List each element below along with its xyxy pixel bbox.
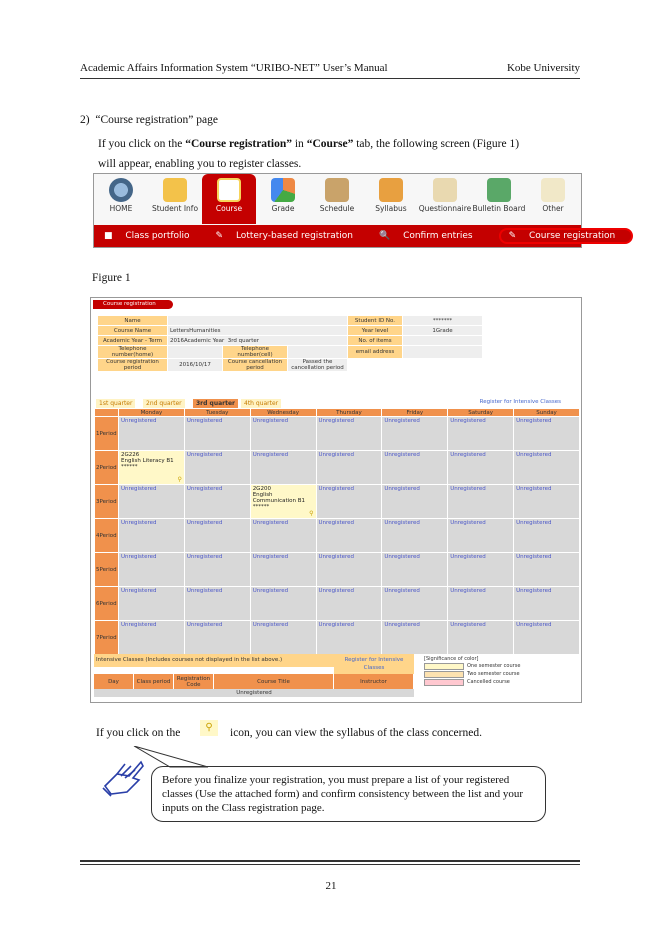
unregistered-slot[interactable]: Unregistered	[382, 519, 448, 553]
syllabus-key-icon[interactable]: ⚲	[177, 476, 182, 483]
day-header: Saturday	[448, 409, 514, 417]
register-intensive-link[interactable]: Register for Intensive Classes	[479, 399, 561, 405]
unregistered-slot[interactable]: Unregistered	[250, 451, 316, 485]
nav-item-questionnaire[interactable]: Questionnaire	[418, 174, 472, 224]
sub-item-course-registration[interactable]: ✎ Course registration	[499, 228, 634, 244]
intensive-column-headers: Day Class period Registration Code Course Title Instructor	[94, 674, 414, 689]
tab-4th-quarter[interactable]: 4th quarter	[241, 399, 281, 408]
unregistered-slot[interactable]: Unregistered	[448, 485, 514, 519]
period-label: 7Period	[95, 621, 119, 655]
unregistered-slot[interactable]: Unregistered	[316, 553, 382, 587]
bulletin-board-icon	[487, 178, 511, 202]
intensive-empty-row: Unregistered	[94, 689, 414, 697]
intro-paragraph: If you click on the “Course registration” in “Course” tab, the following screen (Figure 1) will appear, enabling you to register classes.	[98, 138, 520, 170]
registration-note: Before you finalize your registration, you must prepare a list of your registered classes (Use the attached form) and confirm consistency between the list and your inputs on the Class registration page.	[151, 766, 546, 822]
day-header: Monday	[119, 409, 185, 417]
page-number: 21	[325, 880, 337, 892]
timetable-row	[95, 621, 580, 655]
nav-sub-menu	[94, 225, 616, 247]
schedule-icon	[325, 178, 349, 202]
nav-item-bulletin-board[interactable]: Bulletin Board	[472, 174, 526, 224]
unregistered-slot[interactable]: Unregistered	[184, 621, 250, 655]
unregistered-slot[interactable]: Unregistered	[316, 621, 382, 655]
course-icon	[217, 178, 241, 202]
day-header: Wednesday	[250, 409, 316, 417]
nav-item-other[interactable]: Other	[526, 174, 580, 224]
questionnaire-icon	[433, 178, 457, 202]
unregistered-slot[interactable]: Unregistered	[448, 621, 514, 655]
unregistered-slot[interactable]: Unregistered	[514, 587, 580, 621]
sub-item-lottery[interactable]: ✎ Lottery-based registration	[215, 231, 353, 241]
unregistered-slot[interactable]: Unregistered	[184, 485, 250, 519]
unregistered-slot[interactable]: Unregistered	[119, 587, 185, 621]
unregistered-slot[interactable]: Unregistered	[514, 417, 580, 451]
pencil-icon	[541, 178, 565, 202]
unregistered-slot[interactable]: Unregistered	[382, 485, 448, 519]
note-pointer	[130, 746, 210, 768]
footer-rule-thin	[80, 864, 580, 865]
timetable-row	[95, 485, 580, 519]
nav-screenshot	[93, 173, 616, 248]
registered-class-cell[interactable]: 2G200 English Communication B1 ****** ⚲	[250, 485, 316, 519]
figure-label: Figure 1	[92, 272, 131, 284]
timetable-row	[95, 587, 580, 621]
unregistered-slot[interactable]: Unregistered	[184, 417, 250, 451]
unregistered-slot[interactable]: Unregistered	[250, 553, 316, 587]
unregistered-slot[interactable]: Unregistered	[119, 621, 185, 655]
unregistered-slot[interactable]: Unregistered	[250, 587, 316, 621]
unregistered-slot[interactable]: Unregistered	[119, 485, 185, 519]
unregistered-slot[interactable]: Unregistered	[514, 553, 580, 587]
timetable-grid	[94, 408, 580, 655]
unregistered-slot[interactable]: Unregistered	[514, 485, 580, 519]
unregistered-slot[interactable]: Unregistered	[316, 587, 382, 621]
tab-1st-quarter[interactable]: 1st quarter	[96, 399, 135, 408]
timetable-row	[95, 519, 580, 553]
nav-icon-bar	[94, 174, 581, 224]
period-label: 4Period	[95, 519, 119, 553]
timetable-row	[95, 553, 580, 587]
period-label: 5Period	[95, 553, 119, 587]
unregistered-slot[interactable]: Unregistered	[514, 451, 580, 485]
course-registration-title-bar: Course registration	[93, 300, 173, 309]
unregistered-slot[interactable]: Unregistered	[119, 519, 185, 553]
color-legend: [Significance of color] One semester course Two semester course Cancelled course	[424, 656, 521, 685]
sub-item-confirm-entries[interactable]: 🔍 Confirm entries	[378, 231, 473, 241]
tab-3rd-quarter[interactable]: 3rd quarter	[193, 399, 238, 408]
footer-rule-thick	[80, 860, 580, 862]
registered-class-cell[interactable]: 2G226 English Literacy B1 ****** ⚲	[119, 451, 185, 485]
unregistered-slot[interactable]: Unregistered	[448, 519, 514, 553]
timetable-row	[95, 417, 580, 451]
nav-item-schedule[interactable]: Schedule	[310, 174, 364, 224]
unregistered-slot[interactable]: Unregistered	[448, 553, 514, 587]
manual-title: Academic Affairs Information System “URIBO-NET” User’s Manual	[80, 62, 388, 74]
syllabus-icon	[379, 178, 403, 202]
day-header: Friday	[382, 409, 448, 417]
unregistered-slot[interactable]: Unregistered	[184, 451, 250, 485]
unregistered-slot[interactable]: Unregistered	[316, 519, 382, 553]
sub-item-class-portfolio[interactable]: ■ Class portfolio	[104, 231, 190, 241]
grade-icon	[271, 178, 295, 202]
day-header: Tuesday	[184, 409, 250, 417]
period-label: 1Period	[95, 417, 119, 451]
timetable-row	[95, 451, 580, 485]
unregistered-slot[interactable]: Unregistered	[448, 451, 514, 485]
unregistered-slot[interactable]: Unregistered	[382, 587, 448, 621]
unregistered-slot[interactable]: Unregistered	[250, 519, 316, 553]
nav-item-student-info[interactable]: Student Info	[148, 174, 202, 224]
student-info-icon	[163, 178, 187, 202]
unregistered-slot[interactable]: Unregistered	[382, 417, 448, 451]
day-header: Thursday	[316, 409, 382, 417]
period-label: 2Period	[95, 451, 119, 485]
page-header	[80, 62, 580, 74]
unregistered-slot[interactable]: Unregistered	[316, 451, 382, 485]
syllabus-hint-text-2: icon, you can view the syllabus of the class concerned.	[230, 727, 482, 739]
tab-2nd-quarter[interactable]: 2nd quarter	[143, 399, 185, 408]
unregistered-slot[interactable]: Unregistered	[514, 519, 580, 553]
nav-item-course[interactable]: Course	[202, 174, 256, 224]
intensive-register-link[interactable]: Register for Intensive Classes	[334, 654, 414, 674]
unregistered-slot[interactable]: Unregistered	[184, 553, 250, 587]
unregistered-slot[interactable]: Unregistered	[184, 519, 250, 553]
unregistered-slot[interactable]: Unregistered	[382, 621, 448, 655]
syllabus-key-icon[interactable]: ⚲	[309, 510, 314, 517]
unregistered-slot[interactable]: Unregistered	[316, 417, 382, 451]
unregistered-slot[interactable]: Unregistered	[250, 621, 316, 655]
period-label: 6Period	[95, 587, 119, 621]
unregistered-slot[interactable]: Unregistered	[448, 587, 514, 621]
unregistered-slot[interactable]: Unregistered	[250, 417, 316, 451]
unregistered-slot[interactable]: Unregistered	[448, 417, 514, 451]
nav-item-syllabus[interactable]: Syllabus	[364, 174, 418, 224]
day-header: Sunday	[514, 409, 580, 417]
nav-item-home[interactable]: HOME	[94, 174, 148, 224]
course-registration-screenshot	[90, 297, 582, 703]
unregistered-slot[interactable]: Unregistered	[184, 587, 250, 621]
student-info-table: Name Student ID No. ******* Course Name LettersHumanities Year level 1Grade Academic Year - Term 2016Academic Year 3rd quarter No. of items Telephone number(home) Telephone number(cell) email address Course registration period 2016/10/17 Course cancellation period Passed the cancellation period	[97, 315, 483, 372]
home-icon	[109, 178, 133, 202]
unregistered-slot[interactable]: Unregistered	[119, 553, 185, 587]
unregistered-slot[interactable]: Unregistered	[382, 451, 448, 485]
header-rule	[80, 78, 580, 79]
unregistered-slot[interactable]: Unregistered	[514, 621, 580, 655]
university-name: Kobe University	[506, 62, 580, 74]
unregistered-slot[interactable]: Unregistered	[119, 417, 185, 451]
syllabus-hint-text-1: If you click on the	[96, 727, 181, 739]
section-title: 2) “Course registration” page	[80, 114, 218, 126]
unregistered-slot[interactable]: Unregistered	[316, 485, 382, 519]
nav-item-grade[interactable]: Grade	[256, 174, 310, 224]
syllabus-key-icon: ⚲	[200, 720, 218, 736]
period-label: 3Period	[95, 485, 119, 519]
unregistered-slot[interactable]: Unregistered	[382, 553, 448, 587]
intensive-heading: Intensive Classes (Includes courses not displayed in the list above.)	[94, 654, 334, 667]
